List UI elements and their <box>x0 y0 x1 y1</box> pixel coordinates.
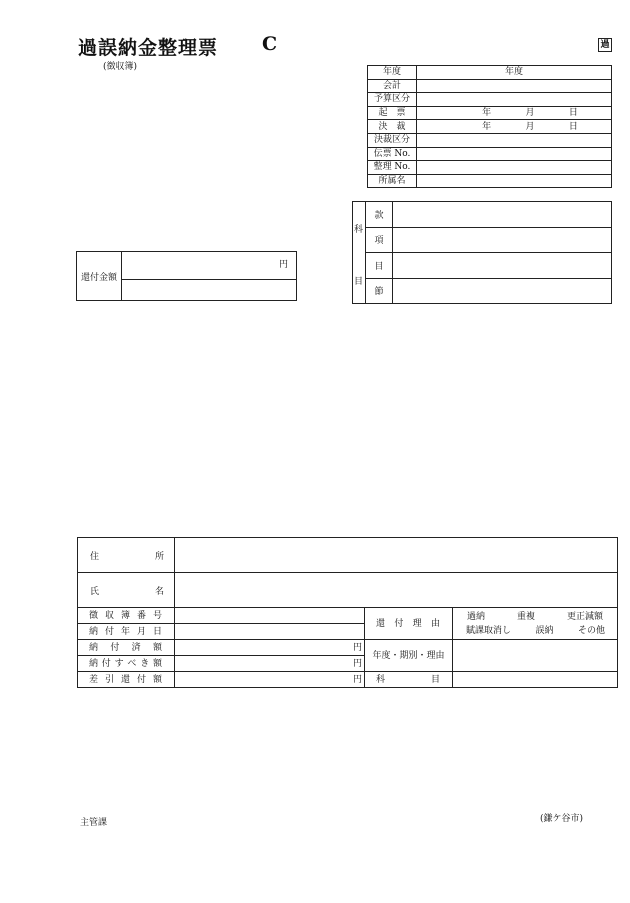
acct-label-kan: 款 <box>366 202 393 228</box>
main-row-name <box>78 573 618 608</box>
form-subtitle: (徴収簿) <box>103 62 138 72</box>
payment-date-c5: 日 <box>152 626 162 637</box>
reason-erroneous-payment[interactable]: 誤納 <box>535 625 554 636</box>
main-row-net-refund <box>78 672 618 688</box>
paid-amount-c4: 額 <box>152 642 162 653</box>
main-row-paid-amount <box>78 640 618 656</box>
refund-reason-c3: 理 <box>412 618 422 629</box>
refund-reason-c4: 由 <box>430 618 440 629</box>
info-row-budget-category <box>368 93 612 107</box>
payment-date-c2: 付 <box>104 626 114 637</box>
info-row-accounts <box>368 79 612 93</box>
ledger-number-c4: 番 <box>136 610 146 621</box>
info-value-fiscal-year[interactable]: 年度 <box>417 66 612 80</box>
net-refund-c1: 差 <box>89 674 99 685</box>
info-value-department[interactable] <box>417 174 612 188</box>
info-value-ledger-no[interactable] <box>417 161 612 175</box>
net-refund-c4: 付 <box>136 674 146 685</box>
acct-field-moku[interactable] <box>393 253 612 279</box>
account-class-bottom: 目 <box>354 277 364 287</box>
ledger-number-c2: 収 <box>104 610 114 621</box>
acct-row-kan <box>353 202 612 228</box>
info-label-approval-category: 決裁区分 <box>368 133 417 147</box>
paid-amount-c3: 済 <box>131 642 141 653</box>
info-row-fiscal-year <box>368 66 612 80</box>
address-field[interactable] <box>175 538 618 573</box>
payment-date-field[interactable] <box>175 624 365 640</box>
paid-amount-yen: 円 <box>352 642 362 653</box>
acct-field-kou[interactable] <box>393 227 612 253</box>
paid-amount-field[interactable] <box>175 640 365 656</box>
info-row-approval-category <box>368 133 612 147</box>
info-row-ledger-no <box>368 161 612 175</box>
info-label-ledger-no: 整理 No. <box>368 161 417 175</box>
form-stamp: 過 <box>598 38 612 52</box>
paid-amount-c2: 付 <box>110 642 120 653</box>
refund-reason-options[interactable] <box>453 608 618 640</box>
info-label-drafted: 起 票 <box>368 106 417 120</box>
ledger-number-c5: 号 <box>152 610 162 621</box>
net-refund-c5: 額 <box>152 674 162 685</box>
form-variant: C <box>262 33 278 55</box>
main-row-ledger-number <box>78 608 618 624</box>
net-refund-c3: 還 <box>120 674 130 685</box>
reason-other[interactable]: その他 <box>577 625 605 636</box>
acct-row-moku <box>353 253 612 279</box>
info-row-drafted <box>368 106 612 120</box>
info-value-approved[interactable] <box>417 120 612 134</box>
drafted-day-label: 日 <box>568 108 578 119</box>
address-label-c2: 所 <box>154 551 164 562</box>
info-value-approval-category[interactable] <box>417 133 612 147</box>
name-label-c1: 氏 <box>90 586 100 597</box>
reason-assessment-cancelled[interactable]: 賦課取消し <box>466 625 512 636</box>
net-refund-c2: 引 <box>104 674 114 685</box>
info-label-accounts: 会計 <box>368 79 417 93</box>
refund-reason-label <box>365 608 453 640</box>
net-refund-label <box>78 672 175 688</box>
subject-label-c1: 科 <box>376 674 386 685</box>
drafted-month-label: 月 <box>525 108 535 119</box>
amount-due-label <box>78 656 175 672</box>
approved-year-label: 年 <box>482 121 492 132</box>
net-refund-yen: 円 <box>352 674 362 685</box>
info-row-department <box>368 174 612 188</box>
acct-label-setsu: 節 <box>366 278 393 304</box>
name-label-c2: 名 <box>154 586 164 597</box>
amount-due-c5: き <box>140 658 150 669</box>
name-field[interactable] <box>175 573 618 608</box>
address-label-c1: 住 <box>90 551 100 562</box>
info-label-fiscal-year: 年度 <box>368 66 417 80</box>
account-class-top: 科 <box>354 225 364 235</box>
info-row-slip-no <box>368 147 612 161</box>
payment-date-label <box>78 624 175 640</box>
refund-yen-unit: 円 <box>278 260 288 270</box>
ledger-number-c1: 徴 <box>89 610 99 621</box>
taxpayer-detail-table <box>77 537 618 688</box>
refund-extra-field[interactable] <box>122 280 297 301</box>
approved-month-label: 月 <box>525 121 535 132</box>
refund-amount-field[interactable] <box>122 252 297 280</box>
amount-due-c2: 付 <box>101 658 111 669</box>
info-value-drafted[interactable] <box>417 106 612 120</box>
amount-due-c6: 額 <box>152 658 162 669</box>
info-label-slip-no: 伝票 No. <box>368 147 417 161</box>
main-row-address <box>78 538 618 573</box>
info-label-department: 所属名 <box>368 174 417 188</box>
reason-overpaid[interactable]: 過納 <box>467 611 486 622</box>
acct-label-moku: 目 <box>366 253 393 279</box>
paid-amount-label <box>78 640 175 656</box>
net-refund-field[interactable] <box>175 672 365 688</box>
acct-label-kou: 項 <box>366 227 393 253</box>
payment-date-c4: 月 <box>136 626 146 637</box>
refund-amount-box <box>76 251 297 301</box>
payment-date-c1: 納 <box>89 626 99 637</box>
amount-due-c1: 納 <box>89 658 99 669</box>
refund-reason-c2: 付 <box>394 618 404 629</box>
amount-due-c3: す <box>114 658 124 669</box>
subject-label-c2: 目 <box>430 674 440 685</box>
info-row-approved <box>368 120 612 134</box>
paid-amount-c1: 納 <box>89 642 99 653</box>
footer-department: 主管課 <box>80 818 108 828</box>
info-label-budget-category: 予算区分 <box>368 93 417 107</box>
refund-reason-c1: 還 <box>376 618 386 629</box>
refund-row-amount <box>77 252 297 280</box>
refund-amount-label: 還付金額 <box>77 252 122 301</box>
subject-label <box>365 672 453 688</box>
subject-field[interactable] <box>453 672 618 688</box>
approved-day-label: 日 <box>568 121 578 132</box>
ledger-number-label <box>78 608 175 624</box>
ledger-number-field[interactable] <box>175 608 365 624</box>
account-classification-table <box>352 201 612 304</box>
acct-field-kan[interactable] <box>393 202 612 228</box>
info-value-slip-no[interactable] <box>417 147 612 161</box>
amount-due-field[interactable] <box>175 656 365 672</box>
form-title: 過誤納金整理票 <box>78 37 219 59</box>
payment-date-c3: 年 <box>120 626 130 637</box>
amount-due-c4: べ <box>127 658 137 669</box>
reason-correction-reduction[interactable]: 更正減額 <box>566 611 603 622</box>
address-label <box>78 538 175 573</box>
drafted-year-label: 年 <box>482 108 492 119</box>
period-reason-label: 年度・期別・理由 <box>365 640 453 672</box>
info-value-accounts[interactable] <box>417 79 612 93</box>
account-class-label <box>353 202 366 304</box>
reason-duplicate[interactable]: 重複 <box>516 611 535 622</box>
period-reason-field[interactable] <box>453 640 618 672</box>
info-value-budget-category[interactable] <box>417 93 612 107</box>
footer-city: (鎌ケ谷市) <box>540 814 584 824</box>
ledger-number-c3: 簿 <box>120 610 130 621</box>
info-table <box>367 65 612 188</box>
name-label <box>78 573 175 608</box>
acct-row-kou <box>353 227 612 253</box>
amount-due-yen: 円 <box>352 658 362 669</box>
info-label-approved: 決 裁 <box>368 120 417 134</box>
acct-row-setsu <box>353 278 612 304</box>
acct-field-setsu[interactable] <box>393 278 612 304</box>
